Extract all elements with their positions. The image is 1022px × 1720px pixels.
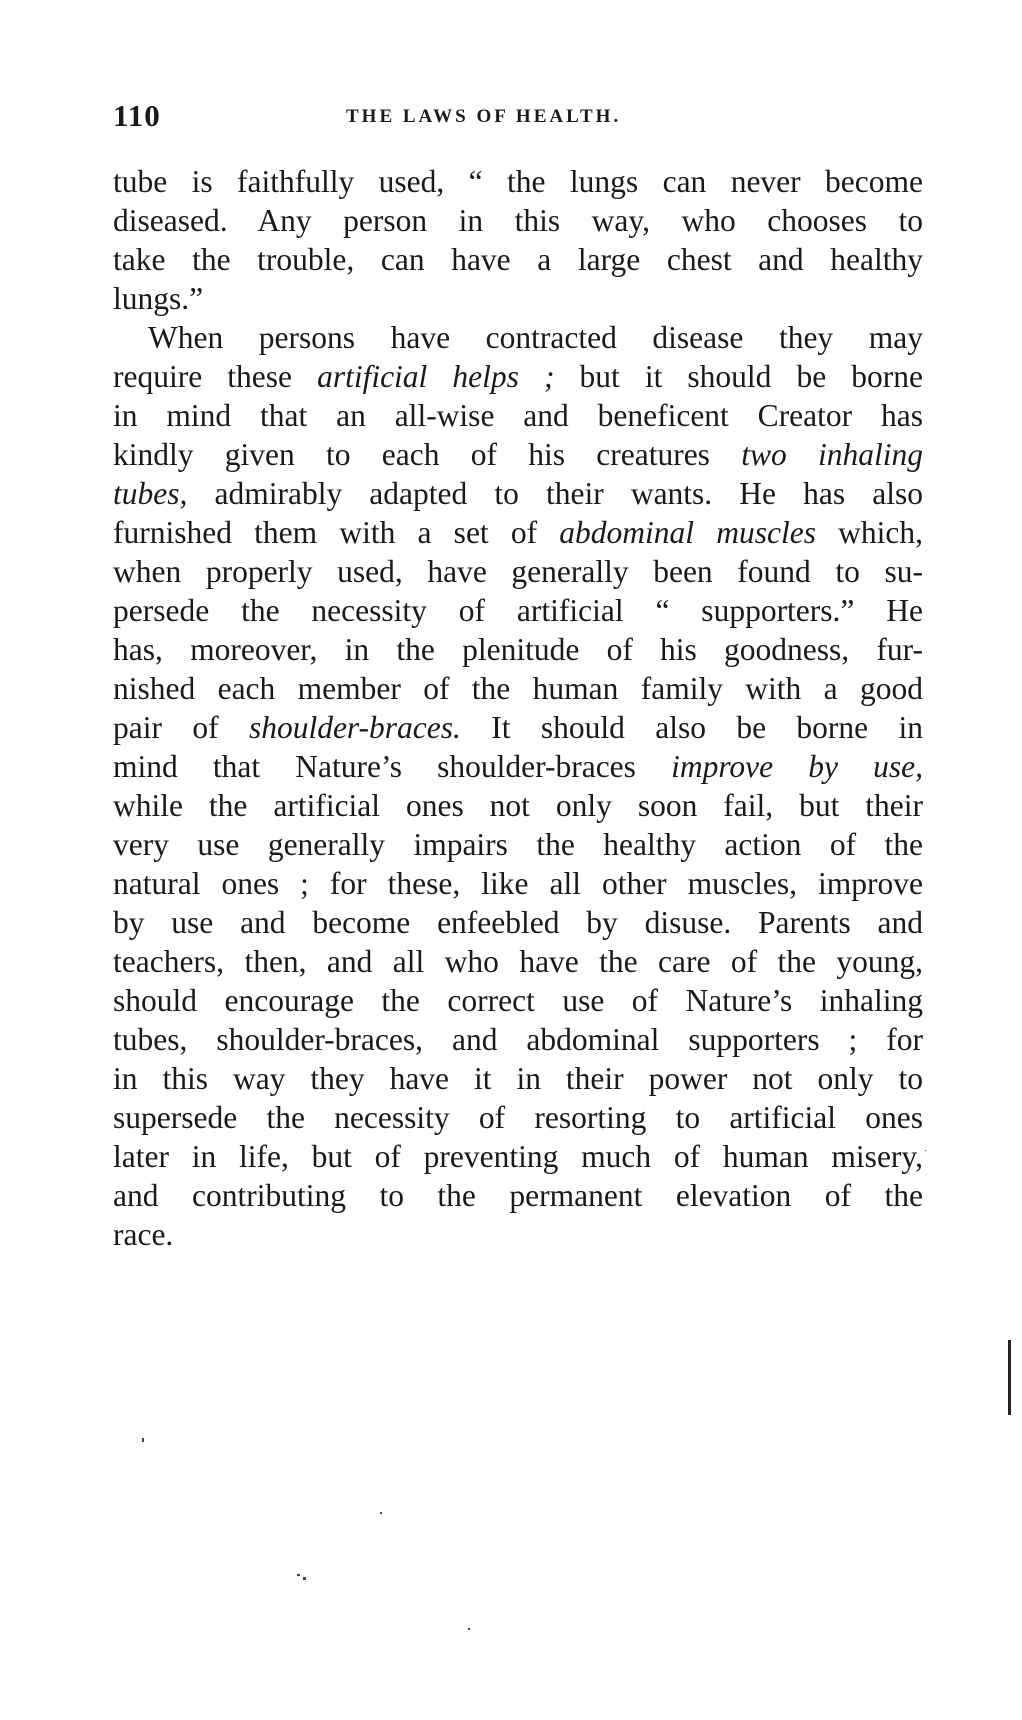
running-title: THE LAWS OF HEALTH. <box>346 106 622 127</box>
scan-speck <box>142 1438 144 1442</box>
page-header <box>113 98 923 138</box>
text-line: natural ones ; for these, like all other muscles, improve <box>113 866 923 901</box>
scan-speck <box>380 1512 382 1514</box>
text-line: tube is faithfully used, “ the lungs can never become <box>113 164 923 199</box>
text-line: teachers, then, and all who have the care of the young, <box>113 944 923 979</box>
text-line: diseased. Any person in this way, who chooses to <box>113 203 923 238</box>
text-line: in mind that an all-wise and beneficent Creator has <box>113 398 923 433</box>
scan-speck <box>468 1628 470 1630</box>
text-line: race. <box>113 1217 174 1252</box>
text-line: When persons have contracted disease they may <box>148 320 923 355</box>
text-line: by use and become enfeebled by disuse. Parents and <box>113 905 923 940</box>
scan-edge-mark <box>1008 1340 1011 1415</box>
italic-phrase: two inhaling <box>741 437 923 472</box>
text-line: in this way they have it in their power not only to <box>113 1061 923 1096</box>
scan-speck <box>303 1577 306 1580</box>
page-number: 110 <box>113 98 161 133</box>
text-line: while the artificial ones not only soon fail, but their <box>113 788 923 823</box>
text-line: tubes, admirably adapted to their wants. He has also <box>113 476 923 511</box>
text-line: should encourage the correct use of Nature’s inhaling <box>113 983 923 1018</box>
text-line: mind that Nature’s shoulder-braces improve by use, <box>113 749 923 784</box>
text-line: when properly used, have generally been found to su- <box>113 554 923 589</box>
text-line: later in life, but of preventing much of human misery, <box>113 1139 923 1174</box>
italic-phrase: improve by use, <box>671 749 923 784</box>
text-line: has, moreover, in the plenitude of his goodness, fur- <box>113 632 923 667</box>
text-line: take the trouble, can have a large chest and healthy <box>113 242 923 277</box>
text-line: persede the necessity of artificial “ supporters.” He <box>113 593 923 628</box>
text-line: supersede the necessity of resorting to artificial ones <box>113 1100 923 1135</box>
text-line: and contributing to the permanent elevation of the <box>113 1178 923 1213</box>
italic-phrase: shoulder-braces. <box>248 710 461 745</box>
scan-speck <box>297 1574 300 1576</box>
text-line: kindly given to each of his creatures two inhaling <box>113 437 923 472</box>
italic-phrase: abdominal muscles <box>559 515 816 550</box>
text-line: pair of shoulder-braces. It should also be borne in <box>113 710 923 745</box>
italic-phrase: artificial helps ; <box>317 359 555 394</box>
scan-speck <box>925 1150 926 1151</box>
text-line: tubes, shoulder-braces, and abdominal supporters ; for <box>113 1022 923 1057</box>
italic-phrase: tubes, <box>113 476 188 511</box>
text-line: lungs.” <box>113 281 204 316</box>
text-line: furnished them with a set of abdominal muscles which, <box>113 515 924 550</box>
text-line: very use generally impairs the healthy action of the <box>113 827 923 862</box>
text-line: require these artificial helps ; but it should be borne <box>113 359 924 394</box>
text-line: nished each member of the human family with a good <box>113 671 923 706</box>
